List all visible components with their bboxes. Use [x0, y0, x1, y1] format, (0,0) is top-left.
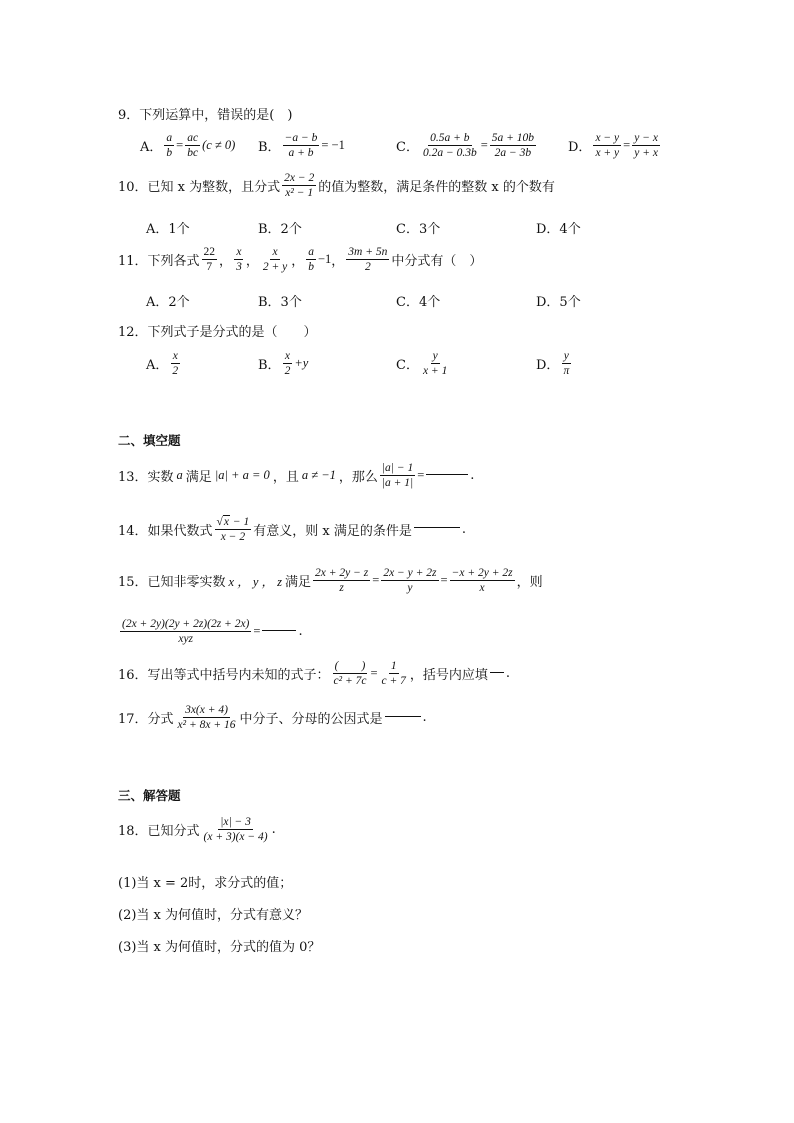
fraction: [283, 132, 320, 159]
q13-mid: ，那么: [338, 470, 378, 486]
q14-post: 有意义，则 x 满足的条件是: [253, 523, 412, 539]
numerator: 2x + 2y − z: [313, 567, 370, 581]
numerator: a: [306, 246, 316, 260]
answer-blank[interactable]: [385, 715, 421, 717]
q9-option-b[interactable]: [258, 132, 345, 159]
q17-post: 中分子、分母的公因式是: [239, 712, 383, 728]
fraction: [202, 246, 218, 273]
numerator: y: [431, 350, 440, 364]
section-heading-fill-in: [118, 431, 181, 449]
q9-stem: [118, 104, 292, 123]
denominator: π: [563, 365, 570, 378]
separator: ，: [219, 254, 233, 270]
denominator: 3: [236, 261, 242, 274]
part-text: (1)当 x = 2时，求分式的值；: [118, 876, 293, 891]
q12-option-b[interactable]: [258, 350, 308, 377]
numerator: y − x: [632, 132, 660, 146]
q11-stem: [118, 246, 482, 273]
numerator: 2x − 2: [282, 172, 316, 186]
section-title: 三、解答题: [118, 788, 181, 803]
q15-mid: 满足: [285, 575, 312, 591]
fraction: [185, 132, 200, 159]
answer-blank[interactable]: [490, 671, 504, 673]
option-text: C．3个: [396, 222, 441, 237]
equals-sign: =: [417, 468, 425, 483]
variable: a: [176, 468, 183, 483]
numerator: x: [270, 246, 279, 260]
fraction: [593, 132, 621, 159]
fraction: [380, 462, 415, 489]
numerator-tail: − 1: [229, 516, 250, 528]
fraction: [380, 660, 408, 687]
fraction: [176, 704, 238, 731]
q9-option-c[interactable]: C． $\frac{0.5a + b}{0.2a - 0.3b}$ = $\frac{5a + 10b}{2a - 3b}$: [396, 132, 535, 160]
period: .: [505, 666, 511, 682]
denominator: 2: [284, 365, 291, 378]
fraction: [202, 816, 270, 843]
fraction: [561, 350, 571, 377]
sqrt-symbol: √ x: [216, 516, 229, 528]
numerator: −x + 2y + 2z: [450, 567, 515, 581]
period: .: [422, 710, 427, 726]
q11-pre: 11．下列各式: [118, 254, 200, 270]
option-text: D．4个: [536, 222, 581, 237]
q10-option-c[interactable]: [396, 218, 440, 237]
q13-stem: [118, 462, 474, 489]
period: .: [470, 468, 475, 484]
separator: ，: [245, 254, 259, 270]
rhs: = −1: [321, 138, 345, 153]
term-tail: +y: [294, 356, 309, 371]
q11-option-a[interactable]: [146, 291, 190, 310]
denominator: 7: [206, 261, 213, 274]
fraction: [283, 350, 293, 377]
numerator: 3x(x + 4): [183, 704, 230, 718]
answer-blank[interactable]: [414, 526, 460, 528]
numerator: a: [164, 132, 174, 146]
numerator: 1: [389, 660, 399, 674]
fraction: [490, 132, 536, 159]
numerator: |x| − 3: [218, 816, 253, 830]
option-label: D．: [536, 358, 560, 374]
q18-part-1: [118, 872, 292, 891]
denominator: b: [166, 147, 173, 160]
q15-pre: 15．已知非零实数: [118, 575, 226, 591]
numerator: 22: [202, 246, 218, 260]
fraction: [381, 567, 438, 594]
equals-sign: =: [253, 624, 261, 639]
q14-stem: [118, 515, 466, 543]
variables: x ， y ， z: [228, 574, 283, 589]
numerator: x: [171, 350, 180, 364]
q13-mid: 满足: [185, 470, 212, 486]
q18-part-3: [118, 936, 320, 955]
denominator: a + b: [288, 147, 314, 160]
option-text: A．1个: [146, 222, 190, 237]
denominator: bc: [187, 147, 199, 160]
q12-option-d[interactable]: [536, 350, 573, 377]
section-title: 二、填空题: [118, 433, 181, 448]
fraction: [332, 660, 369, 687]
denominator: y + x: [634, 147, 658, 160]
fraction: [346, 246, 389, 273]
numerator: x: [234, 246, 243, 260]
part-text: (3)当 x 为何值时，分式的值为 0？: [118, 940, 321, 955]
denominator: y: [407, 582, 413, 595]
q11-post: 中分式有（ ）: [391, 254, 483, 270]
fraction: [632, 132, 660, 159]
q11-option-c[interactable]: [396, 291, 440, 310]
q9-option-d[interactable]: D． $\frac{x - y}{x + y}$ = $\frac{y - x}{y + x}$: [568, 132, 658, 160]
q18-pre: 18．已知分式: [118, 824, 200, 840]
period: .: [298, 624, 303, 640]
fraction: [170, 350, 180, 377]
numerator: 0.5a + b: [428, 132, 471, 146]
q11-option-d[interactable]: [536, 291, 581, 310]
denominator: c + 7: [381, 675, 406, 688]
part-text: (2)当 x 为何值时，分式有意义？: [118, 908, 309, 923]
period: .: [461, 521, 466, 537]
fraction: [450, 567, 515, 594]
period: .: [271, 822, 276, 838]
term-tail: −1: [317, 252, 332, 267]
denominator: c² + 7c: [333, 675, 367, 688]
q10-pre: 10．已知 x 为整数，且分式: [118, 180, 281, 196]
q18-part-2: [118, 904, 308, 923]
condition: (c ≠ 0): [202, 138, 236, 153]
q11-option-b[interactable]: [258, 291, 302, 310]
numerator: −a − b: [283, 132, 320, 146]
q15-post: ，则: [516, 575, 543, 591]
denominator: xyz: [178, 633, 194, 646]
numerator: ac: [185, 132, 200, 146]
fraction: [306, 246, 316, 273]
numerator: (2x + 2y)(2y + 2z)(2z + 2x): [120, 618, 251, 632]
radicand: x: [223, 516, 229, 528]
numerator: y: [562, 350, 571, 364]
condition: a ≠ −1: [301, 468, 336, 483]
answer-blank[interactable]: [262, 629, 296, 631]
option-label: C．: [396, 140, 419, 156]
q16-post: ，括号内应填: [409, 668, 488, 684]
option-text: A．2个: [146, 295, 190, 310]
option-label: A．: [146, 358, 169, 374]
denominator: x + y: [595, 147, 620, 160]
numerator: 2x − y + 2z: [381, 567, 438, 581]
fraction: [164, 132, 174, 159]
equation: |a| + a = 0: [214, 468, 270, 483]
q13-mid: ，且: [272, 470, 299, 486]
fraction: [215, 515, 252, 543]
fraction: [313, 567, 370, 594]
numerator: 5a + 10b: [490, 132, 536, 146]
denominator: x² + 8x + 16: [177, 719, 236, 732]
q12-option-c[interactable]: [396, 350, 451, 377]
separator: ，: [291, 254, 305, 270]
q15-stem: 15．已知非零实数 x ， y ， z 满足 $\frac{2x + 2y - z}{z}$ = $\frac{2x - y + 2z}{y}$ = $\frac{-x + 2y + 2z}{x}$ ，则: [118, 567, 543, 595]
numerator: [215, 515, 252, 530]
q10-option-a[interactable]: [146, 218, 190, 237]
q10-stem: [118, 172, 555, 199]
option-text: B．2个: [258, 222, 302, 237]
denominator: z: [339, 582, 344, 595]
q10-post: 的值为整数，满足条件的整数 x 的个数有: [318, 180, 555, 196]
q16-pre: 16．写出等式中括号内未知的式子：: [118, 668, 330, 684]
numerator: x: [283, 350, 292, 364]
fraction: [261, 246, 289, 273]
q18-stem: [118, 816, 276, 843]
q10-option-b[interactable]: [258, 218, 302, 237]
fraction: [234, 246, 244, 273]
denominator: 2: [364, 261, 371, 274]
option-label: C．: [396, 358, 419, 374]
option-text: B．3个: [258, 295, 302, 310]
denominator: |a + 1|: [381, 477, 414, 490]
numerator: 3m + 5n: [346, 246, 389, 260]
fraction: [421, 132, 479, 159]
denominator: (x + 3)(x − 4): [203, 831, 268, 844]
answer-blank[interactable]: [426, 473, 468, 475]
option-label: A．: [140, 140, 163, 156]
denominator: 2 + y: [262, 261, 288, 274]
denominator: b: [308, 261, 314, 274]
denominator: x² − 1: [285, 187, 314, 200]
q9-stem-text: 9．下列运算中，错误的是( ): [118, 108, 293, 123]
denominator: x − 2: [220, 531, 246, 544]
numerator: ( ): [333, 660, 368, 674]
section-heading-solutions: [118, 786, 181, 804]
q16-stem: 16．写出等式中括号内未知的式子： $\frac{( )}{\text{c² + 7c}}$ = $\frac{1}{c + 7}$ ，括号内应填 .: [118, 660, 511, 688]
denominator: x + 1: [422, 365, 448, 378]
denominator: 2a − 3b: [494, 147, 532, 160]
denominator: 2: [172, 365, 179, 378]
denominator: 0.2a − 0.3b: [422, 147, 477, 160]
option-label: D．: [568, 140, 592, 156]
fraction: [282, 172, 316, 199]
option-label: B．: [258, 358, 281, 374]
q10-option-d[interactable]: [536, 218, 581, 237]
numerator: |a| − 1: [380, 462, 415, 476]
denominator: x: [479, 582, 485, 595]
q14-pre: 14．如果代数式: [118, 523, 213, 539]
fraction: [120, 618, 251, 645]
q17-stem: [118, 704, 427, 731]
separator: ，: [331, 254, 345, 270]
q15-line2: [118, 618, 303, 645]
q12-stem-text: 12．下列式子是分式的是（ ）: [118, 325, 317, 340]
option-text: D．5个: [536, 295, 581, 310]
q12-stem: [118, 321, 317, 340]
option-text: C．4个: [396, 295, 441, 310]
fraction: [421, 350, 449, 377]
q17-pre: 17．分式: [118, 712, 174, 728]
q9-option-a[interactable]: A． $\frac{a}{b}$ = $\frac{ac}{bc}$ (c ≠ 0): [140, 132, 236, 160]
numerator: x − y: [593, 132, 621, 146]
option-label: B．: [258, 140, 281, 156]
q12-option-a[interactable]: [146, 350, 182, 377]
q13-pre: 13．实数: [118, 470, 174, 486]
